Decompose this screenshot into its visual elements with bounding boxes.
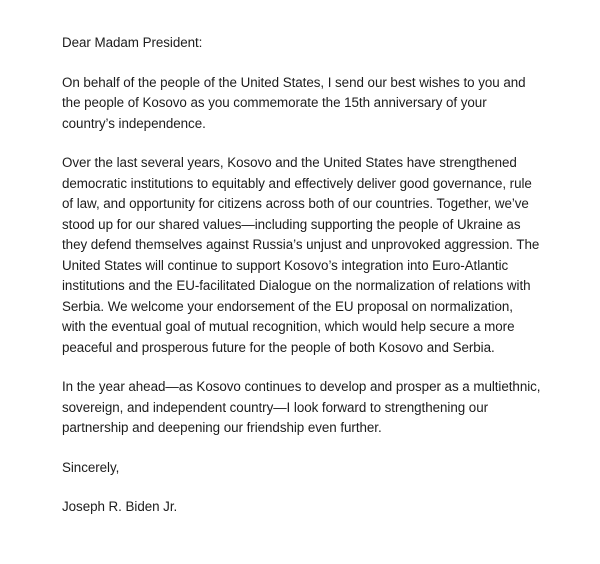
letter-body xyxy=(62,33,582,518)
paragraph-1: On behalf of the people of the United States, I send our best wishes to you and the people of Kosovo as you commemorate the 15th anniversary of your country’s independence. xyxy=(62,74,526,131)
salutation: Dear Madam President: xyxy=(62,35,203,50)
signature-name: Joseph R. Biden Jr. xyxy=(62,499,178,514)
paragraph-3: In the year ahead—as Kosovo continues to develop and prosper as a multiethnic, sovereign, and independent country—I look forward to strengthening our partnership and deepening our friendship even further. xyxy=(62,379,541,435)
paragraph-2: Over the last several years, Kosovo and the United States have strengthened democratic institutions to equitably and effectively deliver good governance, rule of law, and opportunity for citizens across both of our countries. Together, we’ve stood up for our shared values—including supporting the people of Ukraine as they defend themselves against Russia’s unjust and unprovoked aggression. The United States will continue to support Kosovo’s integration into Euro-Atlantic institutions and the EU-facilitated Dialogue on the normalization of relations with Serbia. We welcome your endorsement of the EU proposal on normalization, with the eventual goal of mutual recognition, which would help secure a more peaceful and prosperous future for the people of both Kosovo and Serbia. xyxy=(62,155,540,355)
closing: Sincerely, xyxy=(62,459,120,475)
